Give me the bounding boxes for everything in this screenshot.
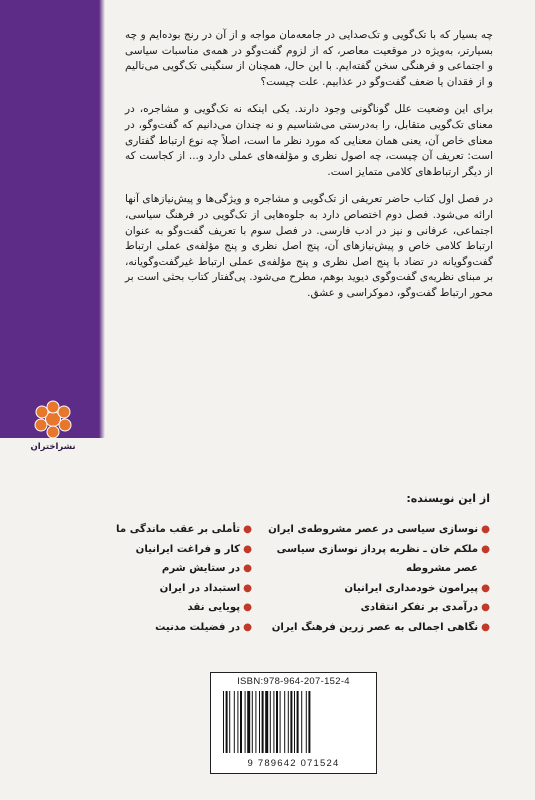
barcode-digits: 9 789642 071524 xyxy=(247,758,340,769)
bullet-icon: ● xyxy=(481,524,490,535)
isbn-barcode xyxy=(210,672,377,774)
bullet-icon: ● xyxy=(243,602,252,613)
list-item: ●در ستایش شرم xyxy=(161,563,252,574)
list-item-continuation: عصر مشروطه xyxy=(406,563,478,574)
other-books-heading: از این نویسنده: xyxy=(406,492,490,505)
other-books-list-left xyxy=(106,520,252,637)
list-item: ●کار و فراغت ایرانیان xyxy=(135,543,252,555)
publisher-name: نشراختران xyxy=(30,442,76,452)
list-item: ●در فضیلت مدنیت xyxy=(155,621,252,633)
list-item: ●پویایی نقد xyxy=(187,602,252,613)
list-item: ●استبداد در ایران xyxy=(159,582,252,594)
blurb-paragraph-3: در فصل اول کتاب حاضر تعریفی از تک‌گویی و مشاجره و ویژگی‌ها و پیش‌نیازهای آنها ارائه می‌شود. فصل دوم اختصاص دارد به جلوه‌هایی از تک‌گویی در فرهنگ سیاسی، اجتماعی، عرفانی و نیز در ادب فارسی. در فصل سوم با تعریف گفت‌وگو به عنوان ارتباط کلامی خاص و پیش‌نیازهای آن، پنج اصل نظری و پنج مؤلفه‌ی عملی ارتباط گفت‌وگویانه در تضاد با پنج اصل نظری و پنج مؤلفه‌ی عملی ارتباط غیرگفت‌وگویانه، بر مبنای نظریه‌ی گفت‌وگوی دیوید بوهم، مطرح می‌شود. پی‌گفتار کتاب بحثی است بر محور ارتباط گفت‌وگو، دموکراسی و عشق. xyxy=(125,193,493,299)
publisher-logo-icon xyxy=(28,398,78,440)
bullet-icon: ● xyxy=(243,563,252,574)
list-item: ●پیرامون خودمداری ایرانیان xyxy=(344,582,490,594)
list-item: ●درآمدی بر تفکر انتقادی xyxy=(360,602,490,613)
bullet-icon: ● xyxy=(243,543,252,555)
list-item: ●ملکم خان ـ نظریه پرداز نوسازی سیاسی xyxy=(276,543,490,555)
isbn-label: ISBN:978-964-207-152-4 xyxy=(237,676,350,687)
bullet-icon: ● xyxy=(243,582,252,594)
bullet-icon: ● xyxy=(481,582,490,594)
bullet-icon: ● xyxy=(243,621,252,633)
blurb-paragraph-1: چه بسیار که با تک‌گویی و تک‌صدایی در جامعه‌مان مواجه و از آن در رنج بوده‌ایم و چه بسیارتر، به‌ویژه در موقعیت معاصر، که از لزوم گفت‌وگو در همه‌ی مناسبات سیاسی و اجتماعی و فرهنگی سخن گفته‌ایم. با این حال، همچنان از سنگینی تک‌گویی می‌نالیم و از فقدان یا ضعف گفت‌وگو در عذابیم. علت چیست؟ xyxy=(125,29,493,88)
barcode-icon xyxy=(221,691,366,753)
bullet-icon: ● xyxy=(481,621,490,633)
cover-color-strip xyxy=(0,0,104,438)
list-item: ●نگاهی اجمالی به عصر زرین فرهنگ ایران xyxy=(271,621,490,633)
bullet-icon: ● xyxy=(481,543,490,555)
other-books-list-right xyxy=(268,520,490,637)
bullet-icon: ● xyxy=(481,602,490,613)
list-item: ●تأملی بر عقب ماندگی ما xyxy=(116,524,252,535)
list-item: ●نوسازی سیاسی در عصر مشروطه‌ی ایران xyxy=(268,524,490,535)
publisher-logo xyxy=(28,398,78,458)
bullet-icon: ● xyxy=(243,524,252,535)
back-cover-blurb xyxy=(125,28,493,314)
blurb-paragraph-2: برای این وضعیت علل گوناگونی وجود دارند. یکی اینکه نه تک‌گویی و مشاجره، در معنای تک‌گویی متقابل، را به‌درستی می‌شناسیم و نه چندان می‌دانیم که گفت‌وگو، در معنای خاص آن، یعنی همان معنایی که مورد نظر ما است، اصلاً چه نوع ارتباط گفتاری است: تعریف آن چیست، چه اصول نظری و مؤلفه‌های عملی دارد و... از کجاست که از دیگر ارتباط‌های کلامی متمایز است. xyxy=(125,103,493,178)
